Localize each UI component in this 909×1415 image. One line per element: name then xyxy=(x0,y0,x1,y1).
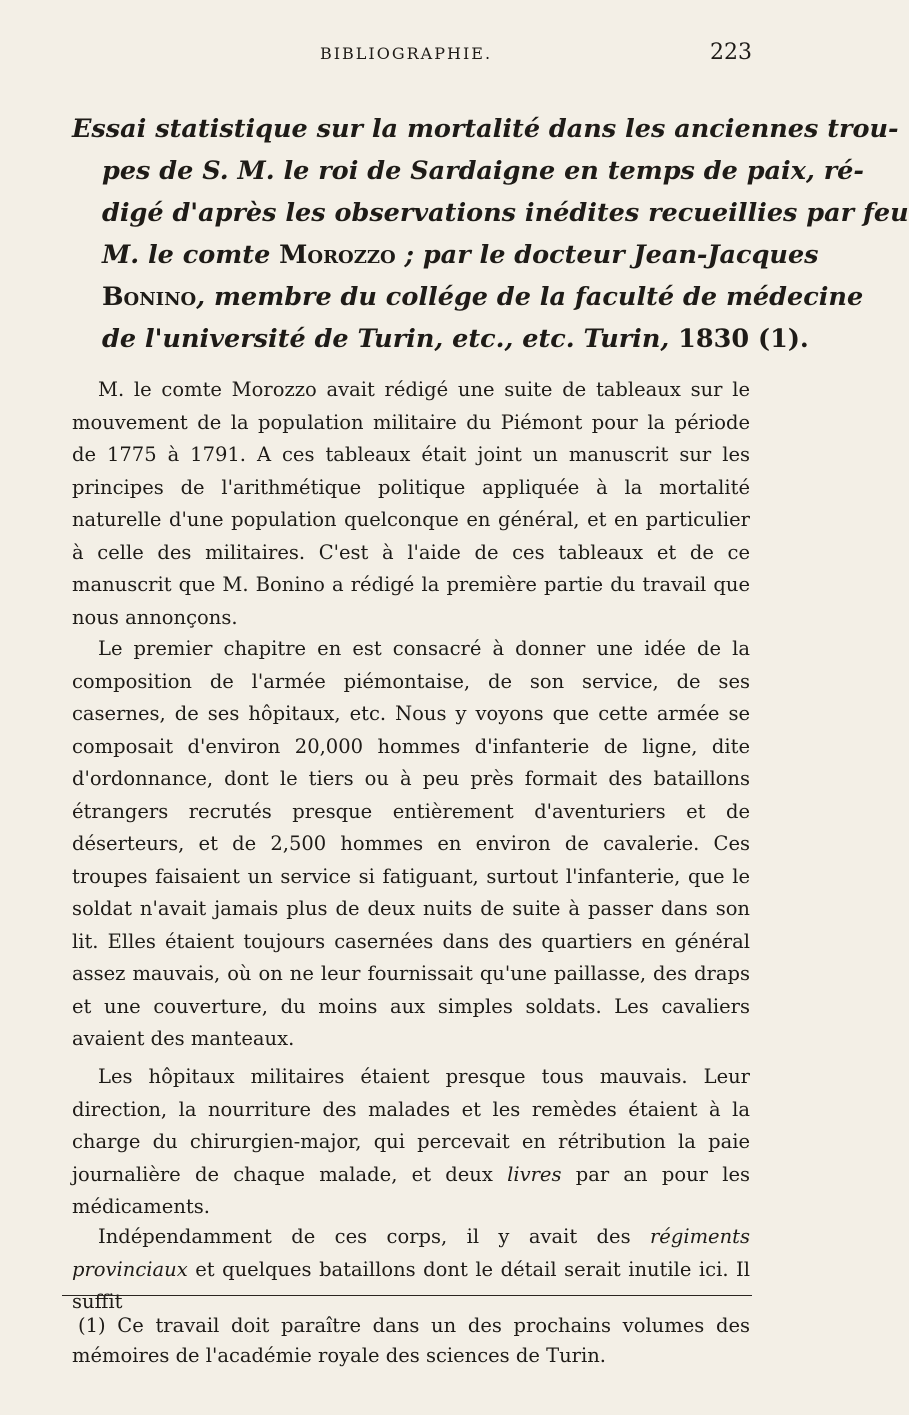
paragraph-text: par an pour les médicaments. xyxy=(72,1162,750,1218)
publication-year: 1830 (1). xyxy=(678,324,809,354)
body-paragraph-2: Le premier chapitre en est consacré à donner une idée de la composition de l'armée piémontaise, de son service, de ses casernes, de ses hôpitaux, etc. Nous y voyons que cette armée se composait d'environ 20,000 hommes d'infanterie de ligne, dite d'ordonnance, dont le tiers ou à peu près formait des bataillons étrangers recrutés presque entièrement d'aventuriers et de déserteurs, et de 2,500 hommes en environ de cavalerie. Ces troupes faisaient un service si fatiguant, surtout l'infanterie, que le soldat n'avait jamais plus de deux nuits de suite à passer dans son lit. Elles étaient toujours casernées dans des quartiers en général assez mauvais, où on ne leur fournissait qu'une paillasse, des draps et une couverture, du moins aux simples soldats. Les cavaliers avaient des manteaux. xyxy=(72,637,750,1050)
page-number: 223 xyxy=(710,40,752,65)
paragraph-text: et quelques bataillons dont le détail serait inutile ici. Il suffit xyxy=(72,1257,750,1313)
author-name-morozzo: Morozzo xyxy=(279,240,396,270)
title-line: pes de S. M. le roi de Sardaigne en temps de paix, ré- xyxy=(102,156,864,186)
body-paragraph-1: M. le comte Morozzo avait rédigé une suite de tableaux sur le mouvement de la population militaire du Piémont pour la période de 1775 à 1791. A ces tableaux était joint un manuscrit sur les principes de l'arithmétique politique appliquée à la mortalité naturelle d'une population quelconque en général, et en particulier à celle des militaires. C'est à l'aide de ces tableaux et de ce manuscrit que M. Bonino a rédigé la première partie du travail que nous annonçons. xyxy=(72,378,750,629)
title-line xyxy=(72,318,809,360)
page-header xyxy=(60,40,752,70)
title-line xyxy=(72,276,864,318)
body-paragraph-3 xyxy=(72,1061,750,1224)
title-text: M. le comte xyxy=(102,240,280,270)
footnote: (1) Ce travail doit paraître dans un des prochains volumes des mémoires de l'académie royale des sciences de Turin. xyxy=(72,1314,750,1367)
body-paragraph-4 xyxy=(72,1221,750,1319)
author-name-bonino: Bonino xyxy=(102,282,197,312)
title-text: de l'université de Turin, etc., etc. Turin, xyxy=(102,324,679,354)
emphasis-regiments: régiments provinciaux xyxy=(72,1225,750,1281)
paragraph-text: Les hôpitaux militaires étaient presque tous mauvais. Leur direction, la nourriture des malades et les remèdes étaient à la charge du chirurgien-major, qui percevait en rétribution la paie journalière de chaque malade, et deux xyxy=(72,1065,750,1186)
title-text: ; par le docteur Jean-Jacques xyxy=(395,240,819,270)
emphasis-livres: livres xyxy=(507,1162,562,1186)
title-line: Essai statistique sur la mortalité dans les anciennes trou- xyxy=(72,114,899,144)
title-line: digé d'après les observations inédites recueillies par feu xyxy=(102,198,909,228)
article-title xyxy=(72,108,909,360)
running-head: BIBLIOGRAPHIE. xyxy=(319,44,493,63)
title-text: , membre du collége de la faculté de médecine xyxy=(196,282,864,312)
footnote-divider xyxy=(62,1295,752,1296)
title-line xyxy=(72,234,819,276)
paragraph-text: Indépendamment de ces corps, il y avait des xyxy=(98,1225,650,1248)
